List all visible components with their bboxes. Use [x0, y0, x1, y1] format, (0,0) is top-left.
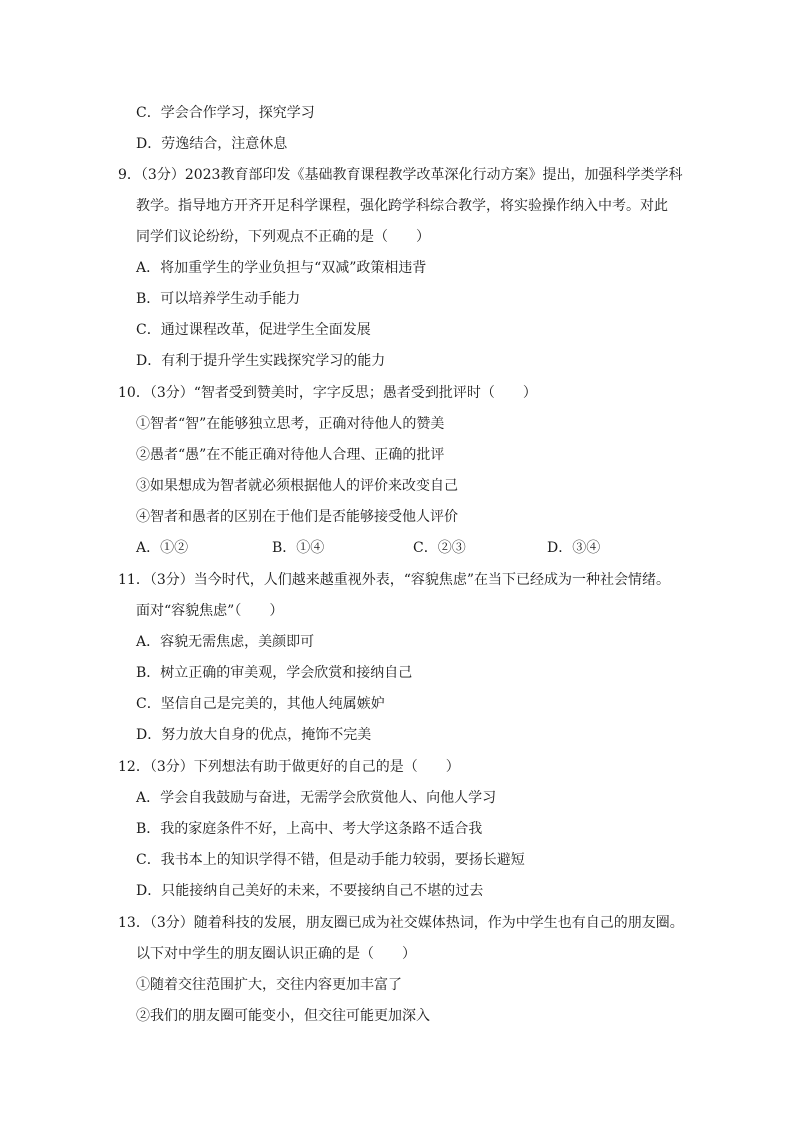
- question-9-option-d: D．有利于提升学生实践探究学习的能力: [136, 353, 386, 369]
- question-9-stem-line3: 同学们议论纷纷，下列观点不正确的是（ ）: [136, 229, 430, 245]
- question-11-stem-line1: 11．（3分）当今时代，人们越来越重视外表，“容貌焦虑”在当下已经成为一种社会情绪。: [118, 572, 671, 588]
- question-12-option-c: C．我书本上的知识学得不错，但是动手能力较弱，要扬长避短: [136, 852, 525, 868]
- question-9-option-b: B．可以培养学生动手能力: [136, 291, 301, 307]
- question-10-option-a: A．①②: [136, 540, 189, 556]
- question-11-option-c: C．坚信自己是完美的，其他人纯属嫉妒: [136, 696, 385, 712]
- question-12-stem: 12．（3分）下列想法有助于做更好的自己的是（ ）: [118, 759, 460, 775]
- question-10-statement-3: ③如果想成为智者就必须根据他人的评价来改变自己: [136, 478, 458, 494]
- question-12-option-a: A．学会自我鼓励与奋进，无需学会欣赏他人、向他人学习: [136, 790, 497, 806]
- question-9-stem-line2: 教学。指导地方开齐开足科学课程，强化跨学科综合教学，将实验操作纳入中考。对此: [136, 198, 668, 214]
- question-9-option-c: C．通过课程改革，促进学生全面发展: [136, 322, 371, 338]
- question-10-stem: 10．（3分）“智者受到赞美时，字字反思；愚者受到批评时（ ）: [118, 385, 537, 401]
- question-11-option-d: D．努力放大自身的优点，掩饰不完美: [136, 727, 372, 743]
- question-10-statement-4: ④智者和愚者的区别在于他们是否能够接受他人评价: [136, 509, 458, 525]
- question-10-statement-1: ①智者“智”在能够独立思考，正确对待他人的赞美: [136, 416, 445, 432]
- question-13-stem-line1: 13．（3分）随着科技的发展，朋友圈已成为社交媒体热词，作为中学生也有自己的朋友圈。: [118, 915, 684, 931]
- question-13-stem-line2: 以下对中学生的朋友圈认识正确的是（ ）: [136, 946, 416, 962]
- question-9-option-a: A．将加重学生的学业负担与“双减”政策相违背: [136, 260, 427, 276]
- question-13-statement-2: ②我们的朋友圈可能变小，但交往可能更加深入: [136, 1008, 430, 1024]
- question-9-stem-line1: 9．（3分）2023教育部印发《基础教育课程教学改革深化行动方案》提出，加强科学类学科: [118, 167, 683, 183]
- question-10-options-row: [0, 538, 794, 558]
- question-11-option-b: B．树立正确的审美观，学会欣赏和接纳自己: [136, 665, 413, 681]
- question-13-statement-1: ①随着交往范围扩大，交往内容更加丰富了: [136, 977, 402, 993]
- question-12-option-b: B．我的家庭条件不好，上高中、考大学这条路不适合我: [136, 821, 483, 837]
- question-10-option-b: B．①④: [272, 540, 325, 556]
- question-10-statement-2: ②愚者“愚”在不能正确对待他人合理、正确的批评: [136, 447, 445, 463]
- question-12-option-d: D．只能接纳自己美好的未来，不要接纳自己不堪的过去: [136, 883, 484, 899]
- question-10-option-d: D．③④: [547, 540, 601, 556]
- question-11-option-a: A．容貌无需焦虑，美颜即可: [136, 634, 315, 650]
- question-11-stem-line2: 面对“容貌焦虑”（ ）: [136, 603, 284, 619]
- prev-option-c: C．学会合作学习，探究学习: [136, 105, 315, 121]
- prev-option-d: D．劳逸结合，注意休息: [136, 136, 288, 152]
- question-10-option-c: C．②③: [413, 540, 466, 556]
